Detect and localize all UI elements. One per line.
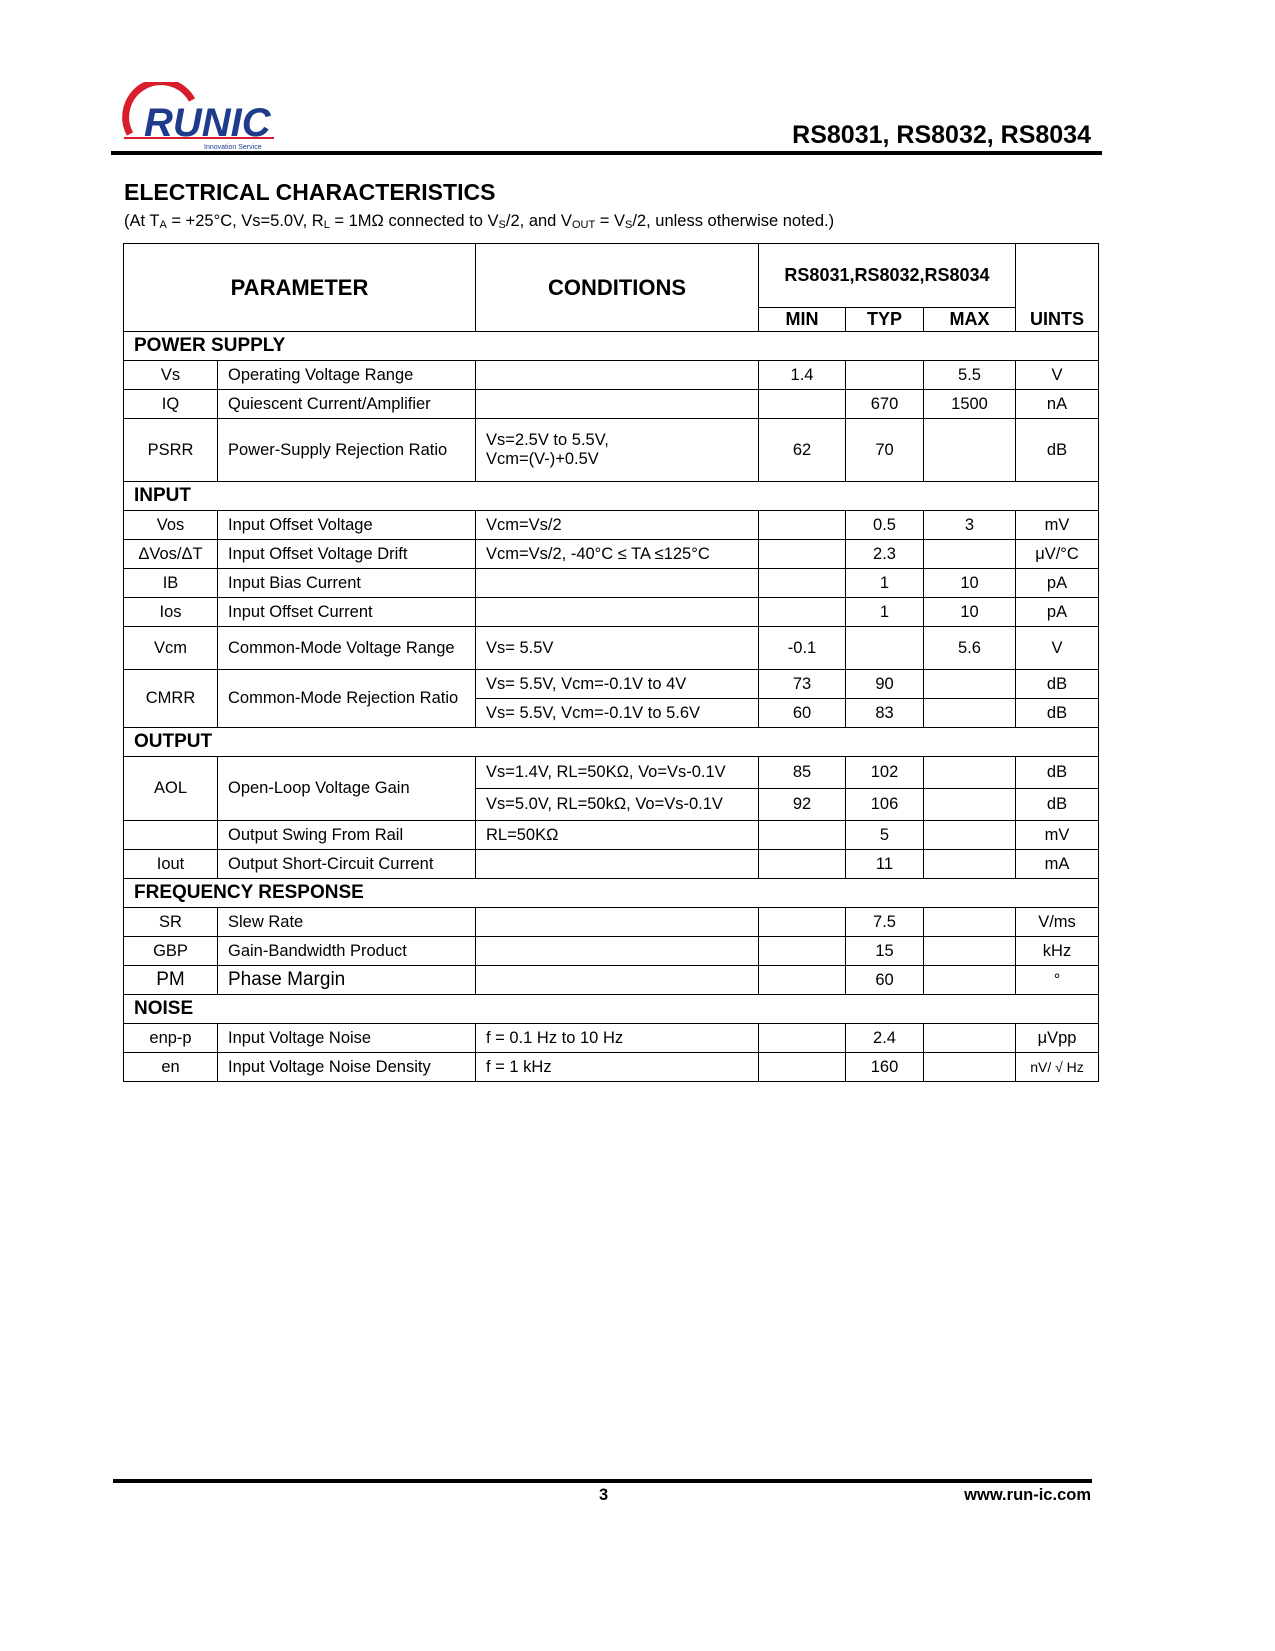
cell-conditions: f = 1 kHz <box>476 1053 759 1082</box>
cell-units: nA <box>1016 390 1099 419</box>
table-row <box>124 1053 1099 1082</box>
cell-symbol: en <box>124 1053 218 1082</box>
cell-units: μV/°C <box>1016 540 1099 569</box>
cell-parameter: Open-Loop Voltage Gain <box>218 757 476 821</box>
table-row <box>124 821 1099 850</box>
cell-min: -0.1 <box>759 627 846 670</box>
cell-min <box>759 569 846 598</box>
table-row <box>124 757 1099 789</box>
note-text: /2, and V <box>505 212 572 230</box>
cell-min <box>759 511 846 540</box>
cell-symbol <box>124 821 218 850</box>
cell-min <box>759 821 846 850</box>
cell-parameter: Input Bias Current <box>218 569 476 598</box>
cell-conditions <box>476 850 759 879</box>
section-row <box>124 995 1099 1024</box>
cell-max: 10 <box>924 598 1016 627</box>
cell-conditions: Vcm=Vs/2 <box>476 511 759 540</box>
section-row <box>124 332 1099 361</box>
cell-units: mA <box>1016 850 1099 879</box>
cell-max <box>924 699 1016 728</box>
cell-conditions <box>476 908 759 937</box>
cell-max: 10 <box>924 569 1016 598</box>
table-row <box>124 850 1099 879</box>
cell-parameter: Common-Mode Voltage Range <box>218 627 476 670</box>
cell-typ: 90 <box>846 670 924 699</box>
cell-units: V <box>1016 361 1099 390</box>
cell-units: V/ms <box>1016 908 1099 937</box>
cell-typ: 7.5 <box>846 908 924 937</box>
cell-units: dB <box>1016 419 1099 482</box>
cell-symbol: ΔVos/ΔT <box>124 540 218 569</box>
cell-units: μVpp <box>1016 1024 1099 1053</box>
note-text: = V <box>595 212 625 230</box>
header-conditions: CONDITIONS <box>476 244 759 332</box>
table-row <box>124 511 1099 540</box>
header-units-spacer <box>1016 244 1099 308</box>
table-row <box>124 598 1099 627</box>
cell-conditions <box>476 598 759 627</box>
cell-typ: 83 <box>846 699 924 728</box>
cell-max <box>924 821 1016 850</box>
cell-symbol: AOL <box>124 757 218 821</box>
cell-symbol: GBP <box>124 937 218 966</box>
cell-conditions <box>476 361 759 390</box>
cell-units: pA <box>1016 569 1099 598</box>
cell-parameter: Output Swing From Rail <box>218 821 476 850</box>
cell-typ: 1 <box>846 569 924 598</box>
cell-conditions: RL=50KΩ <box>476 821 759 850</box>
table-row <box>124 627 1099 670</box>
cell-parameter: Gain-Bandwidth Product <box>218 937 476 966</box>
cell-min <box>759 1024 846 1053</box>
header-min: MIN <box>759 308 846 332</box>
svg-text:Innovation Service: Innovation Service <box>204 144 262 151</box>
section-heading: NOISE <box>124 995 1099 1024</box>
cell-min: 73 <box>759 670 846 699</box>
table-row <box>124 540 1099 569</box>
cell-parameter: Slew Rate <box>218 908 476 937</box>
footer-rule <box>113 1479 1092 1483</box>
cell-min <box>759 540 846 569</box>
cell-typ <box>846 627 924 670</box>
header-part-group: RS8031,RS8032,RS8034 <box>759 244 1016 308</box>
cell-typ <box>846 361 924 390</box>
cell-units: dB <box>1016 757 1099 789</box>
subscript: S <box>498 219 506 231</box>
cell-min: 92 <box>759 789 846 821</box>
cell-min: 85 <box>759 757 846 789</box>
cell-min <box>759 966 846 995</box>
subscript: S <box>625 219 633 231</box>
cell-conditions <box>476 937 759 966</box>
cell-min: 60 <box>759 699 846 728</box>
section-heading: OUTPUT <box>124 728 1099 757</box>
header-max: MAX <box>924 308 1016 332</box>
section-row <box>124 728 1099 757</box>
cell-max <box>924 1024 1016 1053</box>
cell-units: dB <box>1016 670 1099 699</box>
section-row <box>124 879 1099 908</box>
cell-units: mV <box>1016 511 1099 540</box>
table-row <box>124 419 1099 482</box>
test-conditions-note <box>124 212 834 231</box>
cell-symbol: enp-p <box>124 1024 218 1053</box>
cell-parameter: Input Offset Current <box>218 598 476 627</box>
cell-min <box>759 908 846 937</box>
note-text: = +25°C, Vs=5.0V, R <box>166 212 324 230</box>
cell-typ: 2.3 <box>846 540 924 569</box>
cell-symbol: PSRR <box>124 419 218 482</box>
note-text: /2, unless otherwise noted.) <box>632 212 835 230</box>
cell-conditions: Vs=1.4V, RL=50KΩ, Vo=Vs-0.1V <box>476 757 759 789</box>
cell-min: 1.4 <box>759 361 846 390</box>
note-text: = 1MΩ connected to V <box>329 212 499 230</box>
cell-units: ° <box>1016 966 1099 995</box>
cell-symbol: SR <box>124 908 218 937</box>
table-row <box>124 390 1099 419</box>
runic-logo <box>122 82 277 152</box>
cell-max <box>924 966 1016 995</box>
table-row <box>124 670 1099 699</box>
subscript: L <box>323 219 330 231</box>
cell-typ: 1 <box>846 598 924 627</box>
footer-url[interactable]: www.run-ic.com <box>964 1486 1091 1504</box>
cell-parameter: Input Voltage Noise <box>218 1024 476 1053</box>
cell-typ: 2.4 <box>846 1024 924 1053</box>
header-typ: TYP <box>846 308 924 332</box>
cell-conditions: Vs= 5.5V <box>476 627 759 670</box>
electrical-characteristics-table <box>123 243 1099 1082</box>
cell-typ: 70 <box>846 419 924 482</box>
cell-max <box>924 757 1016 789</box>
cell-typ: 670 <box>846 390 924 419</box>
page-number: 3 <box>599 1486 609 1504</box>
cell-min <box>759 598 846 627</box>
table-row <box>124 361 1099 390</box>
svg-text:RUNIC: RUNIC <box>144 101 271 145</box>
cell-symbol: IQ <box>124 390 218 419</box>
table-row <box>124 966 1099 995</box>
cell-symbol: Ios <box>124 598 218 627</box>
table-row <box>124 1024 1099 1053</box>
table-row <box>124 937 1099 966</box>
cell-conditions: Vcm=Vs/2, -40°C ≤ TA ≤125°C <box>476 540 759 569</box>
cell-typ: 160 <box>846 1053 924 1082</box>
cell-symbol: PM <box>124 966 218 995</box>
cell-parameter: Phase Margin <box>218 966 476 995</box>
cell-units: dB <box>1016 699 1099 728</box>
cell-symbol: CMRR <box>124 670 218 728</box>
cell-conditions <box>476 569 759 598</box>
cell-max <box>924 850 1016 879</box>
cell-symbol: Vcm <box>124 627 218 670</box>
cell-conditions: Vs=5.0V, RL=50kΩ, Vo=Vs-0.1V <box>476 789 759 821</box>
cell-typ: 5 <box>846 821 924 850</box>
header-units: UINTS <box>1016 308 1099 332</box>
cell-typ: 0.5 <box>846 511 924 540</box>
cell-parameter: Input Voltage Noise Density <box>218 1053 476 1082</box>
cell-max <box>924 540 1016 569</box>
subscript: A <box>159 219 167 231</box>
section-title: ELECTRICAL CHARACTERISTICS <box>124 179 496 205</box>
header-parameter: PARAMETER <box>124 244 476 332</box>
cell-parameter: Input Offset Voltage Drift <box>218 540 476 569</box>
cell-max: 1500 <box>924 390 1016 419</box>
cell-symbol: IB <box>124 569 218 598</box>
cell-typ: 102 <box>846 757 924 789</box>
cell-units: V <box>1016 627 1099 670</box>
cell-parameter: Operating Voltage Range <box>218 361 476 390</box>
section-heading: POWER SUPPLY <box>124 332 1099 361</box>
cell-typ: 11 <box>846 850 924 879</box>
cell-conditions: Vs=2.5V to 5.5V, Vcm=(V-)+0.5V <box>476 419 759 482</box>
section-heading: INPUT <box>124 482 1099 511</box>
cell-conditions <box>476 390 759 419</box>
cell-min: 62 <box>759 419 846 482</box>
note-text: (At T <box>124 212 160 230</box>
cell-max <box>924 1053 1016 1082</box>
cell-symbol: Vos <box>124 511 218 540</box>
cell-units: nV/ √ Hz <box>1016 1053 1099 1082</box>
subscript: OUT <box>571 219 596 231</box>
cell-typ: 15 <box>846 937 924 966</box>
cell-units: pA <box>1016 598 1099 627</box>
cell-max <box>924 908 1016 937</box>
cell-units: kHz <box>1016 937 1099 966</box>
cell-max: 5.6 <box>924 627 1016 670</box>
cell-units: dB <box>1016 789 1099 821</box>
cell-min <box>759 1053 846 1082</box>
cell-typ: 106 <box>846 789 924 821</box>
cell-parameter: Output Short-Circuit Current <box>218 850 476 879</box>
cell-conditions: Vs= 5.5V, Vcm=-0.1V to 4V <box>476 670 759 699</box>
cell-symbol: Vs <box>124 361 218 390</box>
cell-min <box>759 390 846 419</box>
cell-conditions <box>476 966 759 995</box>
cell-conditions: Vs= 5.5V, Vcm=-0.1V to 5.6V <box>476 699 759 728</box>
table-row <box>124 569 1099 598</box>
table-row <box>124 908 1099 937</box>
cell-max <box>924 937 1016 966</box>
cell-max: 5.5 <box>924 361 1016 390</box>
cell-parameter: Quiescent Current/Amplifier <box>218 390 476 419</box>
cell-parameter: Common-Mode Rejection Ratio <box>218 670 476 728</box>
cell-min <box>759 850 846 879</box>
cell-min <box>759 937 846 966</box>
cell-typ: 60 <box>846 966 924 995</box>
cell-symbol: Iout <box>124 850 218 879</box>
cell-max: 3 <box>924 511 1016 540</box>
cell-parameter: Power-Supply Rejection Ratio <box>218 419 476 482</box>
cell-parameter: Input Offset Voltage <box>218 511 476 540</box>
section-heading: FREQUENCY RESPONSE <box>124 879 1099 908</box>
header-rule <box>111 151 1102 155</box>
cell-conditions: f = 0.1 Hz to 10 Hz <box>476 1024 759 1053</box>
cell-max <box>924 670 1016 699</box>
section-row <box>124 482 1099 511</box>
cell-max <box>924 789 1016 821</box>
document-title: RS8031, RS8032, RS8034 <box>792 121 1091 149</box>
cell-max <box>924 419 1016 482</box>
cell-units: mV <box>1016 821 1099 850</box>
